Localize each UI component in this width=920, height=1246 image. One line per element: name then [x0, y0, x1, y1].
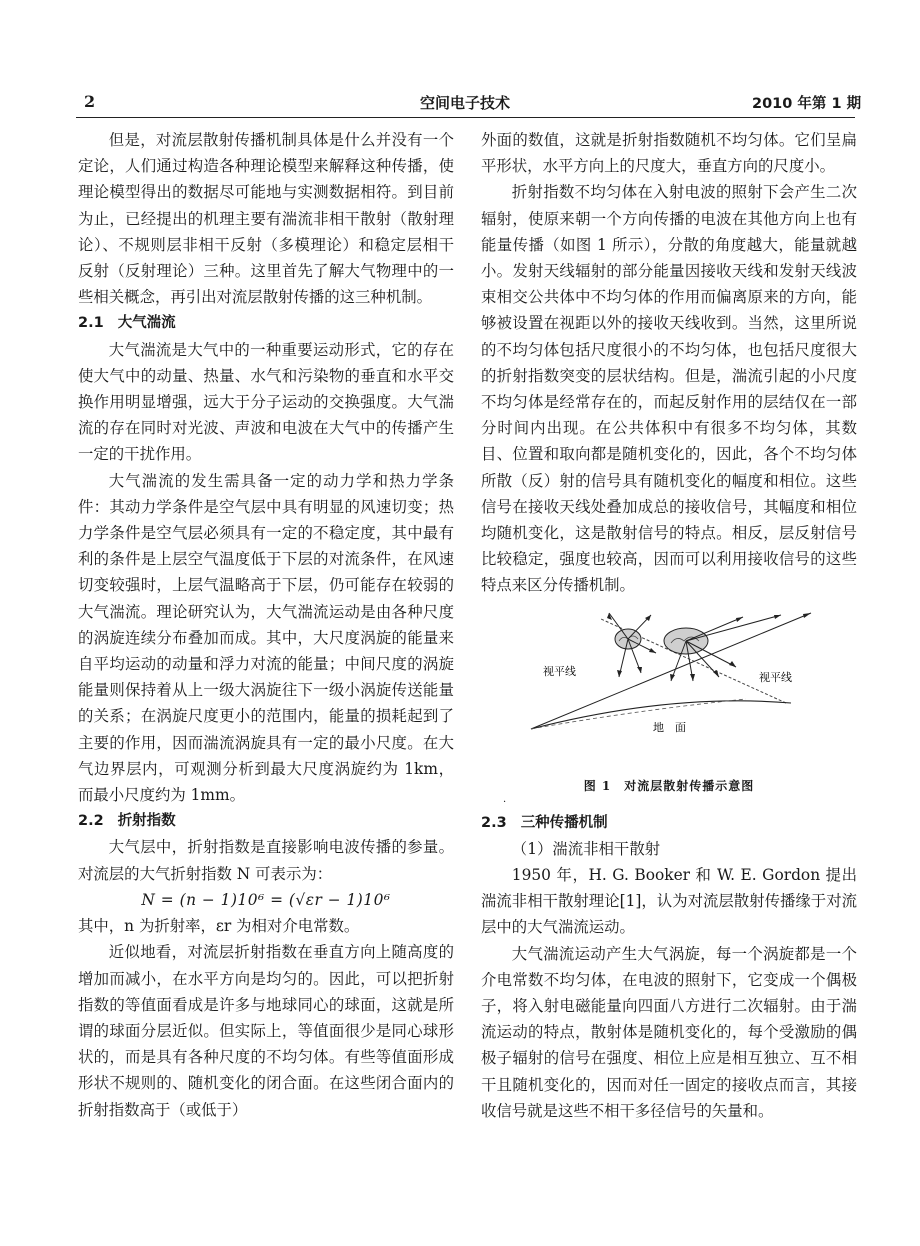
- paragraph: 但是，对流层散射传播机制具体是什么并没有一个定论，人们通过构造各种理论模型来解释这种传播，使理论模型得出的数据尽可能地与实测数据相符。到目前为止，已经提出的机理主要有湍流非相干散射（散射理论）、不规则层非相干反射（多模理论）和稳定层相干反射（反射理论）三种。这里首先了解大气物理中的一些相关概念，再引出对流层散射传播的这三种机制。: [78, 131, 454, 307]
- paragraph: 大气层中，折射指数是直接影响电波传播的参量。对流层的大气折射指数 N 可表示为：: [78, 838, 454, 883]
- equation: N = (n − 1)10⁶ = (√εr − 1)10⁶: [141, 890, 391, 909]
- journal-title: 空间电子技术: [420, 94, 511, 112]
- stray-dot: ·: [503, 796, 507, 808]
- section-heading-2-1: [78, 310, 454, 336]
- label-sight-right: 视平线: [759, 670, 792, 684]
- paragraph: 大气湍流的发生需具备一定的动力学和热力学条件：其动力学条件是空气层中具有明显的风速切变；热力学条件是空气层必须具有一定的不稳定度，其中最有利的条件是上层空气温度低于下层的对流条件，在风速切变较强时，上层气温略高于下层，仍可能存在较弱的大气湍流。理论研究认为，大气湍流运动是由各种尺度的涡旋连续分布叠加而成。其中，大尺度涡旋的能量来自平均运动的动量和浮力对流的能量；中间尺度的涡旋能量则保持着从上一级大涡旋往下一级小涡旋传送能量的关系；在涡旋尺度更小的范围内，能量的损耗起到了主要的作用，因而湍流涡旋具有一定的最小尺度。在大气边界层内，可观测分析到最大尺度涡旋约为 1km，而最小尺度约为 1mm。: [78, 471, 454, 805]
- section-heading-2-3: [481, 810, 857, 836]
- paragraph: 其中，n 为折射率，εr 为相对介电常数。: [78, 917, 360, 936]
- subheading: （1）湍流非相干散射: [511, 839, 661, 858]
- figure-caption: 图 1 对流层散射传播示意图: [583, 778, 755, 793]
- section-title: 大气湍流: [117, 315, 176, 332]
- paragraph: 近似地看，对流层折射指数在垂直方向上随高度的增加而减小，在水平方向是均匀的。因此，可以把折射指数的等值面看成是许多与地球同心的球面，这就是所谓的球面分层近似。但实际上，等值面很少是同心球形状的，而是具有各种尺度的不均匀体。有些等值面形成形状不规则的、随机变化的闭合面。在这些闭合面内的折射指数高于（或低于）: [78, 943, 454, 1119]
- page-number: 2: [84, 92, 96, 111]
- section-number: 2.3: [481, 814, 507, 831]
- paragraph: 大气湍流是大气中的一种重要运动形式，它的存在使大气中的动量、热量、水气和污染物的垂直和水平交换作用明显增强，远大于分子运动的交换强度。大气湍流的存在同时对光波、声波和电波在大气中的传播产生一定的干扰作用。: [78, 340, 454, 464]
- header-rule: [76, 117, 855, 118]
- scatter-diagram: [481, 611, 857, 756]
- section-heading-2-2: [78, 808, 454, 834]
- section-title: 折射指数: [117, 813, 176, 830]
- paragraph: 大气湍流运动产生大气涡旋，每一个涡旋都是一个介电常数不均匀体，在电波的照射下，它变成一个偶极子，将入射电磁能量向四面八方进行二次辐射。由于湍流运动的特点，散射体是随机变化的，每个受激励的偶极子辐射的信号在强度、相位上应是相互独立、互不相干且随机变化的，因而对任一固定的接收点而言，其接收信号就是这些不相干多径信号的矢量和。: [481, 944, 857, 1120]
- figure-1: [481, 611, 857, 776]
- label-ground: 地 面: [653, 720, 686, 734]
- section-number: 2.2: [78, 813, 104, 830]
- left-column: [78, 127, 454, 1123]
- paragraph: 折射指数不均匀体在入射电波的照射下会产生二次辐射，使原来朝一个方向传播的电波在其他方向上也有能量传播（如图 1 所示），分散的角度越大，能量就越小。发射天线辐射的部分能量因接收天线和发射天线波束相交公共体中不均匀体的作用而偏离原来的方向，能够被设置在视距以外的接收天线收到。当然，这里所说的不均匀体包括尺度很小的不均匀体，也包括尺度很大的折射指数突变的层状结构。但是，湍流引起的小尺度不均匀体是经常存在的，而起反射作用的层结仅在一部分时间内出现。在公共体积中有很多不均匀体，其数目、位置和取向都是随机变化的，因此，各个不均匀体所散（反）射的信号具有随机变化的幅度和相位。这些信号在接收天线处叠加成总的接收信号，其幅度和相位均随机变化，这是散射信号的特点。相反，层反射信号比较稳定，强度也较高，因而可以利用接收信号的这些特点来区分传播机制。: [481, 183, 857, 595]
- paragraph: 外面的数值，这就是折射指数随机不均匀体。它们呈扁平形状，水平方向上的尺度大，垂直方向的尺度小。: [481, 131, 857, 176]
- section-title: 三种传播机制: [520, 814, 608, 831]
- label-sight-left: 视平线: [543, 664, 576, 678]
- right-column: [481, 127, 857, 1124]
- paragraph: 1950 年，H. G. Booker 和 W. E. Gordon 提出湍流非相干散射理论[1]，认为对流层散射传播缘于对流层中的大气湍流运动。: [481, 866, 857, 937]
- issue-label: 2010 年第 1 期: [752, 96, 862, 112]
- ground-dashed: [531, 699, 746, 729]
- section-number: 2.1: [78, 315, 104, 332]
